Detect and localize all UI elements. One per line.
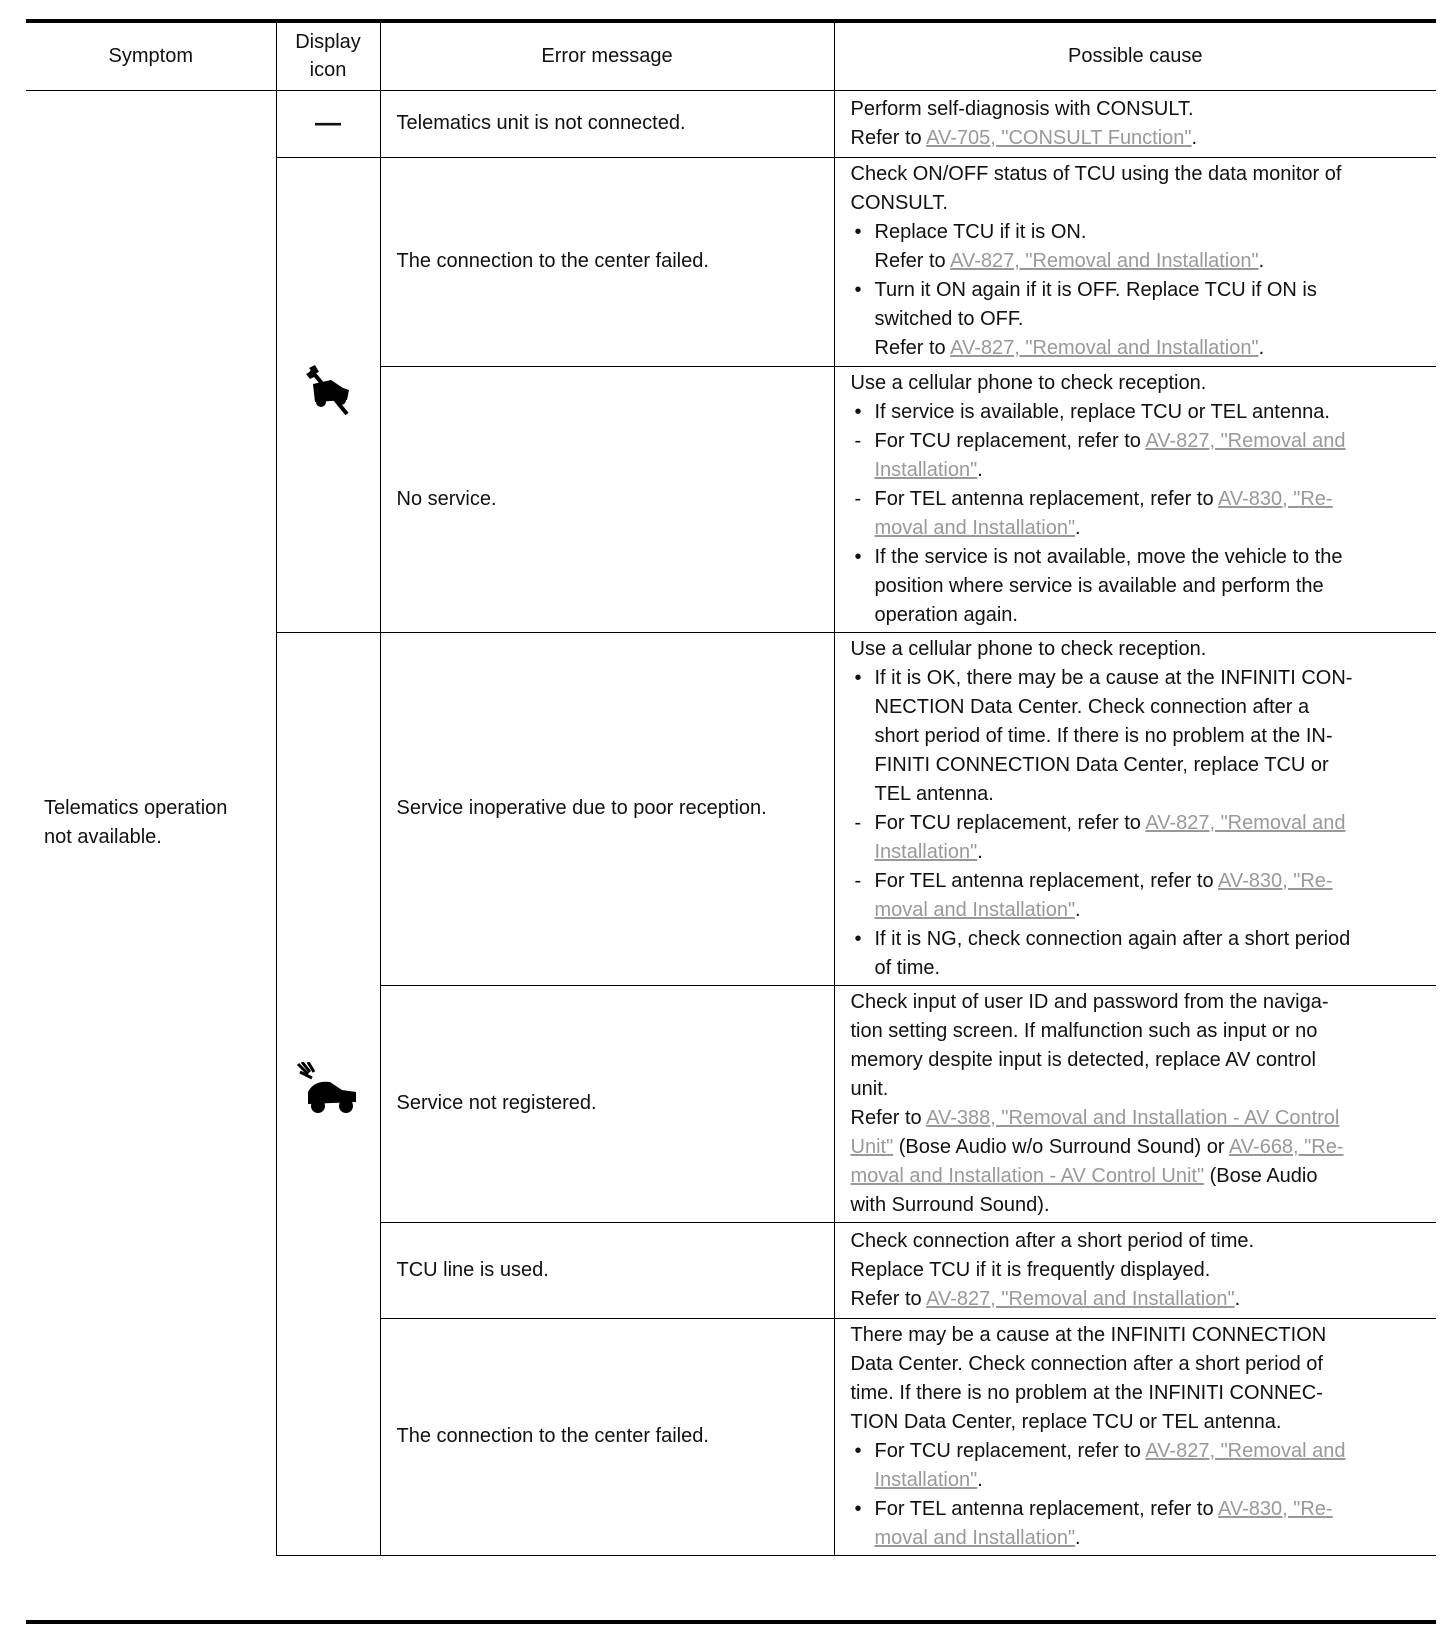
bullet-mark: • (854, 221, 862, 243)
cause-line: There may be a cause at the INFINITI CONNECTION (850, 1323, 1327, 1346)
cause-ref-line (851, 1285, 1429, 1314)
icon-cell-b (276, 632, 380, 1555)
ref-suffix: . (977, 458, 983, 481)
ref-suffix: . (1075, 898, 1081, 921)
ref-prefix: Refer to (850, 126, 927, 149)
ref-link[interactable]: moval and Installation" (874, 1526, 1076, 1549)
bullet-text: For TCU replacement, refer to (874, 1439, 1146, 1462)
bullet-text: If service is available, replace TCU or TEL antenna. (874, 400, 1330, 423)
possible-cause-cell (834, 632, 1436, 985)
bullet-item (851, 276, 1429, 305)
ref-link[interactable]: AV-668, "Re- (1228, 1135, 1344, 1158)
possible-cause-cell (834, 985, 1436, 1222)
cause-line: Check input of user ID and password from the naviga- (850, 990, 1329, 1013)
cause-line: TION Data Center, replace TCU or TEL antenna. (850, 1410, 1282, 1433)
possible-cause-cell (834, 157, 1436, 366)
bullet-mark: • (854, 545, 862, 568)
ref-link[interactable]: Installation" (874, 458, 978, 481)
icon-cell-none (276, 90, 380, 157)
error-message-cell: Service inoperative due to poor reception. (380, 632, 834, 985)
cause-ref-line (851, 1466, 1429, 1495)
bullet-mark: • (854, 400, 862, 423)
ref-link[interactable]: AV-830, "Re- (1218, 869, 1333, 892)
ref-prefix: Refer to (850, 1106, 927, 1129)
possible-cause-cell (834, 366, 1436, 632)
dash-text: For TEL antenna replacement, refer to (874, 869, 1219, 892)
bullet-text-continued: NECTION Data Center. Check connection after a (874, 695, 1310, 718)
header-error-message: Error message (380, 23, 834, 90)
cause-line: Data Center. Check connection after a short period of (850, 1352, 1323, 1375)
ref-link[interactable]: Installation" (874, 840, 978, 863)
header-possible-cause: Possible cause (834, 23, 1436, 90)
ref-link[interactable]: AV-388, "Removal and Installation - AV Control (926, 1106, 1340, 1129)
cause-line: tion setting screen. If malfunction such as input or no (850, 1019, 1318, 1042)
bullet-item (851, 218, 1429, 247)
bullet-text: For TEL antenna replacement, refer to (874, 1497, 1219, 1520)
bullet-mark: • (854, 1439, 862, 1462)
cause-ref-line (851, 1162, 1429, 1191)
dash-item (851, 809, 1429, 838)
error-message-cell: The connection to the center failed. (380, 157, 834, 366)
symptom-line2: not available. (44, 825, 162, 848)
error-message-cell: No service. (380, 366, 834, 632)
header-display-icon (276, 23, 380, 90)
cause-line: Replace TCU if it is frequently displayed. (850, 1258, 1211, 1281)
bullet-item (851, 664, 1429, 693)
header-display-icon-line1: Display (295, 31, 361, 54)
cause-ref-line (851, 1524, 1429, 1553)
dash-item (851, 427, 1429, 456)
ref-prefix: Refer to (874, 337, 951, 359)
ref-link[interactable]: Unit" (850, 1135, 894, 1158)
error-message-cell: Service not registered. (380, 985, 834, 1222)
bullet-text-continued: short period of time. If there is no problem at the IN- (874, 724, 1333, 747)
cause-ref-line (851, 334, 1429, 363)
bullet-item (851, 398, 1429, 427)
cause-line: Check ON/OFF status of TCU using the data monitor of (850, 163, 1342, 185)
error-message-cell: The connection to the center failed. (380, 1318, 834, 1555)
bullet-text-continued: switched to OFF. (874, 308, 1024, 330)
table-bottom-rule (26, 1620, 1436, 1624)
ref-prefix: Refer to (874, 250, 951, 272)
bullet-mark: • (854, 666, 862, 689)
ref-suffix: . (1075, 1526, 1081, 1549)
dash-item (851, 867, 1429, 896)
cause-ref-line (851, 456, 1429, 485)
ref-link[interactable]: moval and Installation" (874, 516, 1076, 539)
header-symptom: Symptom (26, 23, 276, 90)
cause-ref-line (851, 1104, 1429, 1133)
ref-link[interactable]: AV-827, "Removal and (1145, 811, 1346, 834)
bullet-text-continued: operation again. (874, 603, 1018, 626)
error-message-cell: Telematics unit is not connected. (380, 90, 834, 157)
dash-item (851, 485, 1429, 514)
bullet-text: If the service is not available, move the vehicle to the (874, 545, 1343, 568)
dash-text: For TCU replacement, refer to (874, 429, 1146, 452)
car-signal-icon (296, 1062, 360, 1125)
bullet-item (851, 543, 1429, 572)
error-message-cell: TCU line is used. (380, 1222, 834, 1318)
bullet-item (851, 1495, 1429, 1524)
possible-cause-cell (834, 90, 1436, 157)
ref-link[interactable]: AV-827, "Removal and Installation" (926, 1287, 1235, 1310)
dash-text: For TCU replacement, refer to (874, 811, 1146, 834)
cause-line: Use a cellular phone to check reception. (850, 371, 1207, 394)
possible-cause-cell (834, 1222, 1436, 1318)
telematics-diagnosis-table (26, 23, 1436, 1556)
cause-ref-line (851, 1133, 1429, 1162)
table-row (26, 90, 1436, 157)
ref-link[interactable]: AV-827, "Removal and Installation" (950, 337, 1259, 359)
dash-mark: - (854, 487, 862, 510)
dash-mark: - (854, 811, 862, 834)
bullet-item (851, 1437, 1429, 1466)
bullet-text-continued: TEL antenna. (874, 782, 994, 805)
bullet-text: Turn it ON again if it is OFF. Replace TCU if ON is (874, 279, 1317, 301)
ref-suffix: . (977, 840, 983, 863)
ref-link[interactable]: AV-827, "Removal and Installation" (950, 250, 1259, 272)
bullet-mark: • (854, 1497, 862, 1520)
bullet-item (851, 925, 1429, 954)
bullet-text: Replace TCU if it is ON. (874, 221, 1087, 243)
bullet-text: If it is NG, check connection again after a short period (874, 927, 1351, 950)
bullet-text-continued: FINITI CONNECTION Data Center, replace TCU or (874, 753, 1329, 776)
dash-mark: - (854, 429, 862, 452)
ref-suffix: . (1234, 1287, 1241, 1310)
cause-line: unit. (850, 1077, 889, 1100)
table-header-row (26, 23, 1436, 90)
cause-ref-line (851, 247, 1429, 276)
ref-link[interactable]: moval and Installation - AV Control Unit" (850, 1164, 1205, 1187)
ref-link[interactable]: AV-830, "Re- (1218, 1497, 1333, 1520)
ref-suffix: . (977, 1468, 983, 1491)
ref-middle-text: (Bose Audio w/o Surround Sound) or (893, 1135, 1229, 1158)
ref-suffix: . (1258, 250, 1265, 272)
cause-line: time. If there is no problem at the INFINITI CONNEC- (850, 1381, 1323, 1404)
symptom-cell (26, 90, 276, 1555)
cause-line: Perform self-diagnosis with CONSULT. (850, 97, 1194, 120)
bullet-mark: • (854, 279, 862, 301)
ref-link[interactable]: AV-705, "CONSULT Function" (926, 126, 1192, 149)
ref-prefix: Refer to (850, 1287, 927, 1310)
ref-link[interactable]: Installation" (874, 1468, 978, 1491)
cause-line: Check connection after a short period of time. (850, 1229, 1255, 1252)
possible-cause-cell (834, 1318, 1436, 1555)
cause-line: with Surround Sound). (850, 1193, 1050, 1216)
cause-line: memory despite input is detected, replace AV control (850, 1048, 1316, 1071)
bullet-text-continued: position where service is available and perform the (874, 574, 1324, 597)
ref-suffix: . (1075, 516, 1081, 539)
car-signal-crossed-icon (303, 364, 353, 425)
cause-ref-line (851, 124, 1429, 153)
bullet-mark: • (854, 927, 862, 950)
cause-line: Use a cellular phone to check reception. (850, 637, 1207, 660)
ref-link[interactable]: AV-830, "Re- (1218, 487, 1333, 510)
header-display-icon-line2: icon (309, 59, 347, 82)
dash-text: For TEL antenna replacement, refer to (874, 487, 1219, 510)
bullet-text: If it is OK, there may be a cause at the INFINITI CON- (874, 666, 1353, 689)
dash-mark: - (854, 869, 862, 892)
symptom-line1: Telematics operation (44, 796, 228, 819)
cause-ref-line (851, 896, 1429, 925)
ref-suffix: (Bose Audio (1204, 1164, 1318, 1187)
icon-cell-a (276, 157, 380, 632)
cause-line: CONSULT. (850, 192, 948, 214)
cause-ref-line (851, 514, 1429, 543)
ref-link[interactable]: moval and Installation" (874, 898, 1076, 921)
ref-link[interactable]: AV-827, "Removal and (1145, 1439, 1346, 1462)
cause-ref-line (851, 838, 1429, 867)
ref-suffix: . (1191, 126, 1198, 149)
no-icon-dash: — (315, 106, 341, 137)
bullet-text-continued: of time. (874, 956, 941, 979)
ref-suffix: . (1258, 337, 1265, 359)
ref-link[interactable]: AV-827, "Removal and (1145, 429, 1346, 452)
